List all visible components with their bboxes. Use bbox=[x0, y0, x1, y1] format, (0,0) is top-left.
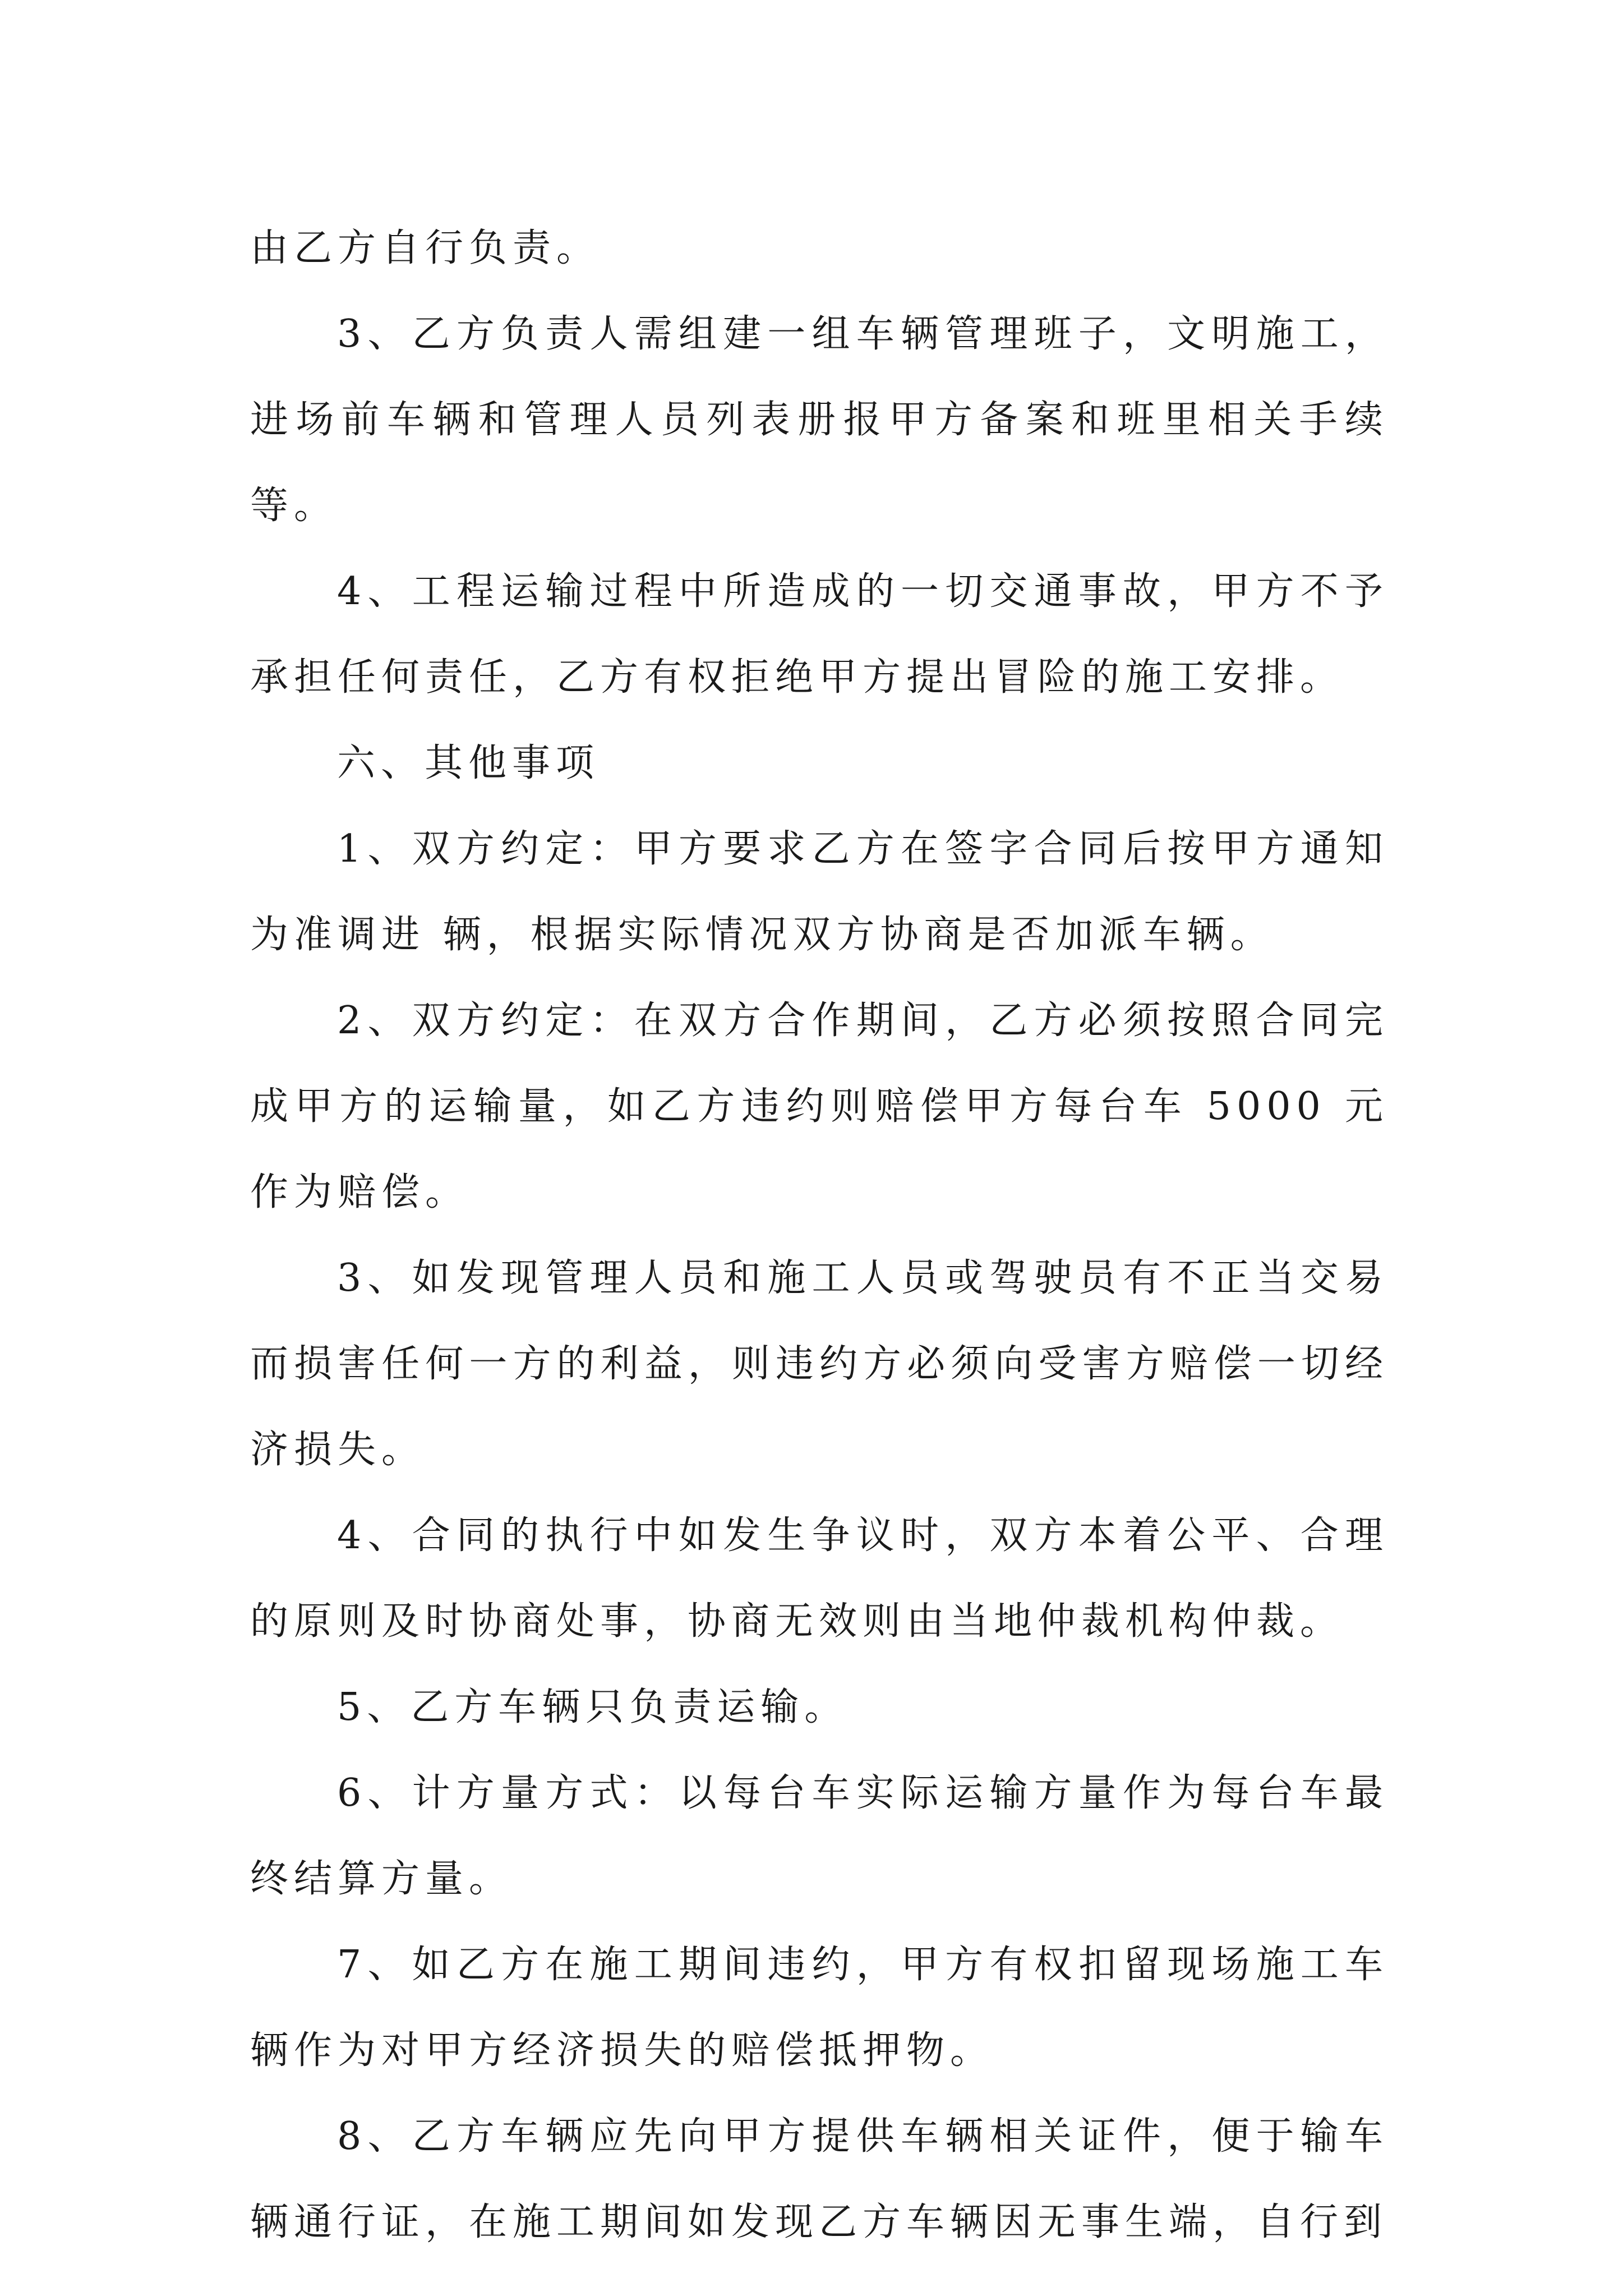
paragraph-continuation: 由乙方自行负责。 bbox=[250, 226, 601, 270]
clause-6-2: 2、双方约定：在双方合作期间，乙方必须按照合同完成甲方的运输量，如乙方违约则赔偿甲方每台车 5000 元作为赔偿。 bbox=[250, 999, 1389, 1214]
section-heading-other-matters: 六、其他事项 bbox=[337, 741, 600, 785]
clause-6-4: 4、合同的执行中如发生争议时，双方本着公平、合理的原则及时协商处事，协商无效则由当地仲裁机构仲裁。 bbox=[250, 1513, 1389, 1644]
clause-6-6: 6、计方量方式：以每台车实际运输方量作为每台车最终结算方量。 bbox=[250, 1771, 1389, 1901]
clause-6-5: 5、乙方车辆只负责运输。 bbox=[337, 1685, 849, 1729]
clause-6-1: 1、双方约定：甲方要求乙方在签字合同后按甲方通知为准调进 辆，根据实际情况双方协商是否加派车辆。 bbox=[250, 827, 1389, 957]
clause-6-8: 8、乙方车辆应先向甲方提供车辆相关证件，便于输车辆通行证，在施工期间如发现乙方车辆因无事生端，自行到 bbox=[250, 2114, 1389, 2244]
clause-6-3: 3、如发现管理人员和施工人员或驾驶员有不正当交易而损害任何一方的利益，则违约方必须向受害方赔偿一切经济损失。 bbox=[250, 1256, 1389, 1472]
clause-5-3: 3、乙方负责人需组建一组车辆管理班子，文明施工，进场前车辆和管理人员列表册报甲方备案和班里相关手续等。 bbox=[250, 312, 1389, 528]
clause-6-7: 7、如乙方在施工期间违约，甲方有权扣留现场施工车辆作为对甲方经济损失的赔偿抵押物。 bbox=[250, 1943, 1389, 2073]
document-page bbox=[250, 205, 1389, 2265]
clause-5-4: 4、工程运输过程中所造成的一切交通事故，甲方不予承担任何责任，乙方有权拒绝甲方提出冒险的施工安排。 bbox=[250, 569, 1389, 700]
